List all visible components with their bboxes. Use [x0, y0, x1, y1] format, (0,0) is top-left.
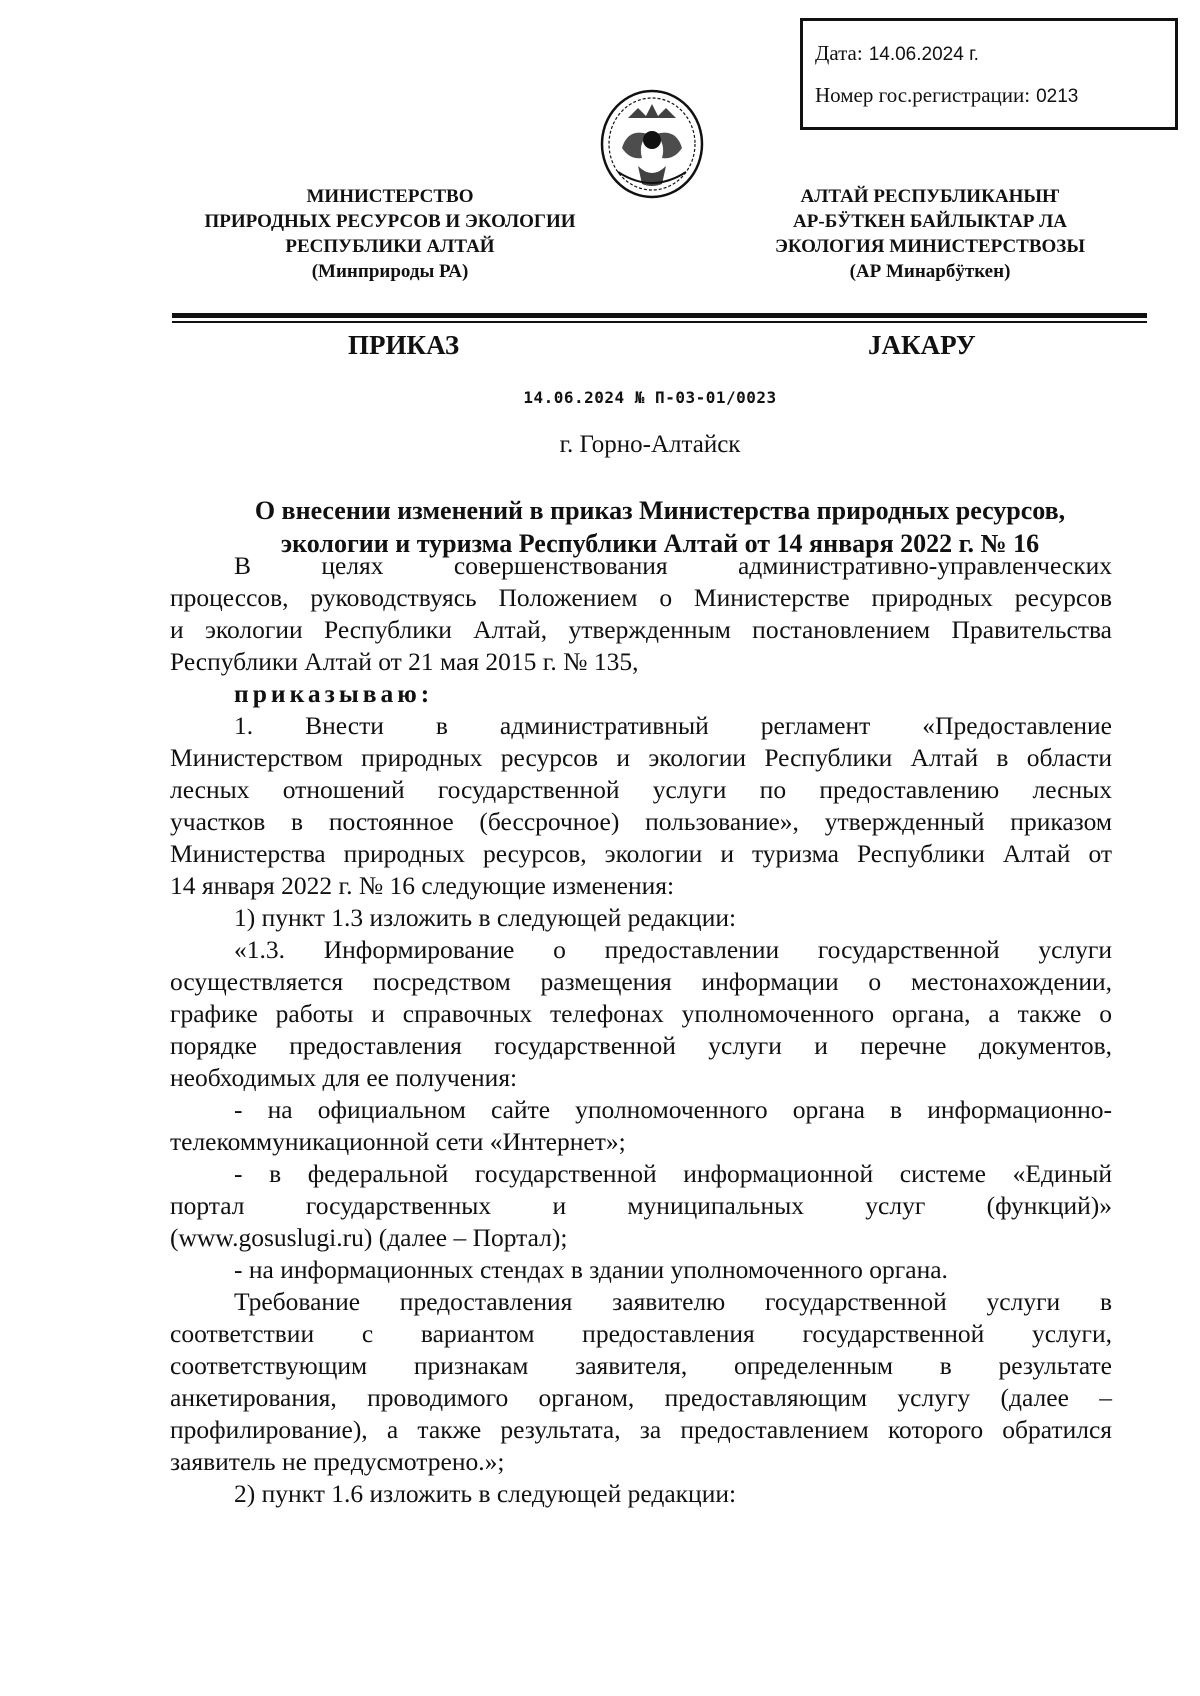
registration-number — [815, 83, 1078, 108]
body-line: графике работы и справочных телефонах уполномоченного органа, а также о — [170, 999, 1112, 1028]
org-line: МИНИСТЕРСТВО — [306, 186, 474, 207]
body-line: 1. Внести в административный регламент «Предоставление — [234, 711, 1112, 740]
body-line: Республики Алтай от 21 мая 2015 г. № 135, — [170, 647, 639, 676]
body-line: заявитель не предусмотрено.»; — [170, 1447, 505, 1476]
body-line: Министерства природных ресурсов, экологии и туризма Республики Алтай от — [170, 839, 1112, 868]
body-line: профилирование), а также результата, за предоставлением которого обратился — [170, 1415, 1112, 1444]
org-line: (Минприроды РА) — [311, 261, 469, 282]
body-line: осуществляется посредством размещения информации о местонахождении, — [170, 967, 1112, 996]
body-line: анкетирования, проводимого органом, предоставляющим услугу (далее – — [170, 1383, 1112, 1412]
body-line: 14 января 2022 г. № 16 следующие изменения: — [170, 871, 675, 900]
body-line: необходимых для ее получения: — [170, 1063, 518, 1092]
date-value: 14.06.2024 г. — [868, 44, 979, 65]
title-line: О внесении изменений в приказ Министерства природных ресурсов, — [254, 496, 1066, 525]
coat-of-arms-icon — [598, 88, 706, 200]
body-line: 1) пункт 1.3 изложить в следующей редакции: — [234, 903, 737, 932]
title-line: экологии и туризма Республики Алтай от 14 января 2022 г. № 16 — [280, 529, 1040, 558]
org-line: ЭКОЛОГИЯ МИНИСТЕРСТВОЗЫ — [774, 236, 1085, 257]
order-word: приказываю: — [234, 679, 434, 708]
body-line: 2) пункт 1.6 изложить в следующей редакции: — [234, 1479, 737, 1508]
org-line: РЕСПУБЛИКИ АЛТАЙ — [285, 236, 495, 257]
body-line: - на информационных стендах в здании уполномоченного органа. — [234, 1255, 948, 1284]
number-value: 0213 — [1036, 86, 1079, 107]
body-line: соответствующим признакам заявителя, определенным в результате — [170, 1351, 1112, 1380]
body-line: (www.gosuslugi.ru) (далее – Портал); — [170, 1223, 568, 1252]
body-line: процессов, руководствуясь Положением о Министерстве природных ресурсов — [170, 583, 1112, 612]
body-line: Министерством природных ресурсов и экологии Республики Алтай в области — [170, 743, 1112, 772]
org-line: ПРИРОДНЫХ РЕСУРСОВ И ЭКОЛОГИИ — [204, 211, 576, 232]
org-line: АЛТАЙ РЕСПУБЛИКАНЫҤ — [800, 186, 1060, 207]
body-line: Требование предоставления заявителю государственной услуги в — [234, 1287, 1112, 1316]
registration-box — [800, 18, 1178, 130]
order-heading-russian: ПРИКАЗ — [348, 330, 460, 360]
org-line: АР-БӰТКЕН БАЙЛЫКТАР ЛА — [793, 211, 1067, 232]
date-label: Дата: — [815, 41, 863, 65]
order-heading-altai: ЈАКАРУ — [868, 330, 976, 360]
body-line: В целях совершенствования административно-управленческих — [234, 551, 1112, 580]
body-line: порядке предоставления государственной услуги и перечне документов, — [170, 1031, 1112, 1060]
body-line: - в федеральной государственной информационной системе «Единый — [234, 1159, 1112, 1188]
number-label: Номер гос.регистрации: — [815, 83, 1031, 107]
body-line: лесных отношений государственной услуги по предоставлению лесных — [170, 775, 1112, 804]
body-line: телекоммуникационной сети «Интернет»; — [170, 1127, 626, 1156]
body-line: «1.3. Информирование о предоставлении государственной услуги — [234, 935, 1112, 964]
header-divider-thin — [172, 321, 1147, 323]
ministry-name-altai — [740, 184, 1120, 284]
org-line: (АР Минарбӱткен) — [849, 261, 1011, 282]
body-line: и экологии Республики Алтай, утвержденным постановлением Правительства — [170, 615, 1112, 644]
body-line: участков в постоянное (бессрочное) пользование», утвержденный приказом — [170, 807, 1112, 836]
order-number: 14.06.2024 № П-03-01/0023 — [523, 388, 777, 407]
body-line: портал государственных и муниципальных услуг (функций)» — [170, 1191, 1112, 1220]
body-line: соответствии с вариантом предоставления государственной услуги, — [170, 1319, 1112, 1348]
city: г. Горно-Алтайск — [559, 431, 741, 458]
header-divider-thick — [172, 313, 1147, 318]
body-line: - на официальном сайте уполномоченного органа в информационно- — [234, 1095, 1112, 1124]
ministry-name-russian — [180, 184, 600, 284]
registration-date — [815, 41, 979, 66]
